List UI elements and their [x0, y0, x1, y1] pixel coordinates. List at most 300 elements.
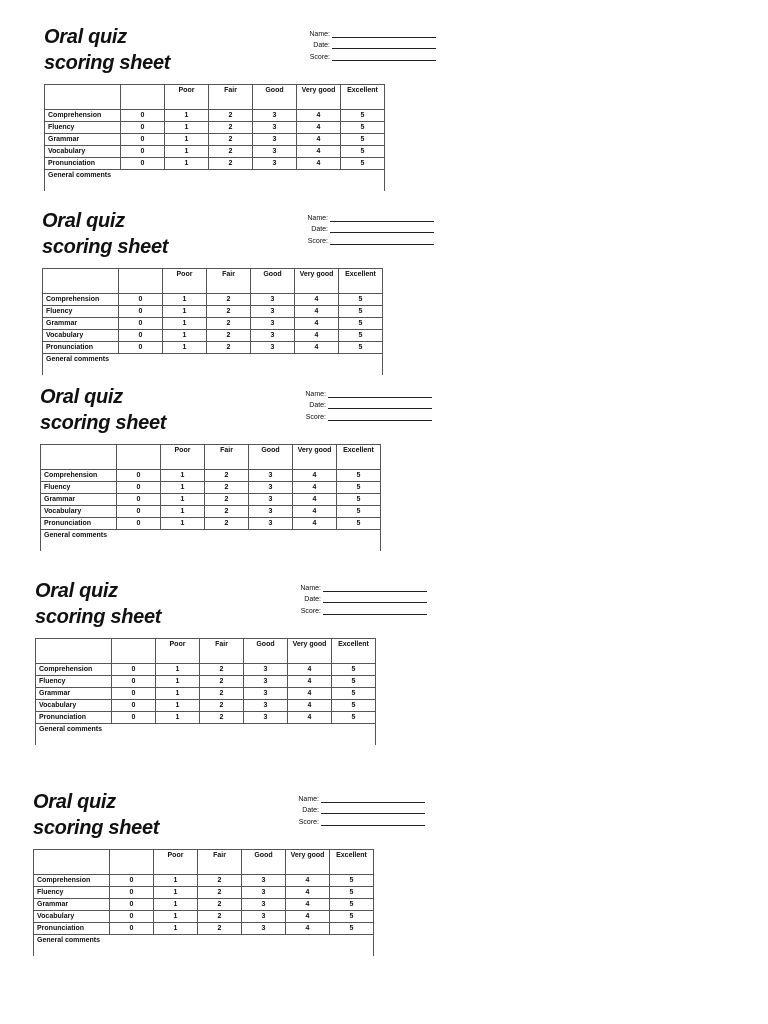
table-row	[45, 146, 385, 158]
score-cell[interactable]: 0	[121, 146, 165, 158]
sheet-title	[35, 578, 161, 630]
score-cell[interactable]: 4	[297, 110, 341, 122]
header-row	[43, 269, 383, 294]
column-header: Very good	[295, 269, 339, 294]
score-cell[interactable]: 4	[295, 294, 339, 306]
date-label: Date:	[304, 596, 321, 603]
score-cell[interactable]: 3	[242, 875, 286, 887]
score-cell[interactable]: 1	[165, 110, 209, 122]
score-cell[interactable]: 1	[154, 923, 198, 935]
table-row	[43, 294, 383, 306]
score-cell[interactable]: 0	[112, 676, 156, 688]
scoring-table	[33, 849, 374, 956]
column-header	[36, 639, 112, 664]
score-cell[interactable]: 3	[253, 110, 297, 122]
score-cell[interactable]: 1	[156, 676, 200, 688]
score-cell[interactable]: 4	[286, 911, 330, 923]
score-cell[interactable]: 1	[165, 146, 209, 158]
score-cell[interactable]: 3	[244, 712, 288, 724]
score-cell[interactable]: 2	[198, 875, 242, 887]
table-row	[43, 318, 383, 330]
score-cell[interactable]: 2	[205, 506, 249, 518]
comments-row	[34, 935, 374, 957]
student-info	[292, 26, 436, 61]
criterion-label: Vocabulary	[34, 911, 110, 923]
score-cell[interactable]: 4	[288, 664, 332, 676]
table-row	[41, 506, 381, 518]
date-label: Date:	[311, 226, 328, 233]
criterion-label: Vocabulary	[41, 506, 117, 518]
score-row	[290, 233, 434, 245]
score-cell[interactable]: 2	[209, 134, 253, 146]
score-cell[interactable]: 0	[110, 887, 154, 899]
sheet-title-line-2: scoring sheet	[40, 412, 167, 434]
header-row	[41, 445, 381, 470]
criterion-label: Comprehension	[43, 294, 119, 306]
score-field[interactable]	[330, 237, 434, 245]
score-cell[interactable]: 5	[341, 146, 385, 158]
score-cell[interactable]: 3	[242, 923, 286, 935]
date-row	[290, 222, 434, 234]
scoring-table-header	[34, 850, 374, 875]
name-field[interactable]	[323, 584, 427, 592]
score-cell[interactable]: 2	[205, 482, 249, 494]
date-field[interactable]	[332, 41, 436, 49]
score-cell[interactable]: 5	[330, 887, 374, 899]
table-row	[45, 158, 385, 170]
score-field[interactable]	[332, 53, 436, 61]
score-cell[interactable]: 4	[293, 506, 337, 518]
score-cell[interactable]: 3	[253, 122, 297, 134]
score-cell[interactable]: 2	[200, 700, 244, 712]
score-cell[interactable]: 4	[286, 875, 330, 887]
student-info	[288, 386, 432, 421]
score-cell[interactable]: 5	[339, 318, 383, 330]
name-label: Name:	[298, 795, 319, 803]
score-cell[interactable]: 0	[110, 875, 154, 887]
column-header	[121, 85, 165, 110]
name-label: Name:	[300, 584, 321, 592]
score-cell[interactable]: 0	[117, 494, 161, 506]
column-header: Fair	[205, 445, 249, 470]
score-cell[interactable]: 2	[198, 899, 242, 911]
column-header: Good	[244, 639, 288, 664]
scoring-table-header	[43, 269, 383, 294]
table-row	[41, 470, 381, 482]
header-row	[34, 850, 374, 875]
score-cell[interactable]: 4	[293, 494, 337, 506]
score-cell[interactable]: 1	[156, 664, 200, 676]
score-label: Score:	[307, 237, 328, 245]
score-cell[interactable]: 3	[242, 899, 286, 911]
score-cell[interactable]: 4	[293, 482, 337, 494]
score-cell[interactable]: 2	[198, 887, 242, 899]
score-cell[interactable]: 1	[163, 294, 207, 306]
scoring-sheet	[44, 24, 444, 196]
column-header	[110, 850, 154, 875]
score-cell[interactable]: 2	[209, 122, 253, 134]
score-cell[interactable]: 3	[244, 676, 288, 688]
score-cell[interactable]: 4	[297, 122, 341, 134]
sheet-title	[44, 24, 170, 76]
score-cell[interactable]: 4	[297, 158, 341, 170]
criterion-label: Fluency	[34, 887, 110, 899]
score-cell[interactable]: 1	[161, 494, 205, 506]
score-cell[interactable]: 2	[198, 923, 242, 935]
score-label: Score:	[305, 413, 326, 421]
name-field[interactable]	[328, 390, 432, 398]
sheet-title-line-1: Oral quiz	[44, 26, 127, 48]
score-field[interactable]	[328, 413, 432, 421]
scoring-sheet	[33, 789, 433, 961]
score-cell[interactable]: 2	[209, 158, 253, 170]
score-cell[interactable]: 4	[288, 676, 332, 688]
column-header: Good	[253, 85, 297, 110]
score-cell[interactable]: 3	[242, 887, 286, 899]
scoring-table	[35, 638, 376, 745]
score-row	[288, 409, 432, 421]
column-header: Excellent	[332, 639, 376, 664]
column-header: Fair	[207, 269, 251, 294]
score-cell[interactable]: 3	[253, 158, 297, 170]
score-cell[interactable]: 0	[117, 470, 161, 482]
student-info	[290, 210, 434, 245]
score-cell[interactable]: 4	[286, 899, 330, 911]
score-cell[interactable]: 0	[112, 712, 156, 724]
score-cell[interactable]: 0	[121, 134, 165, 146]
column-header: Good	[251, 269, 295, 294]
score-cell[interactable]: 4	[293, 470, 337, 482]
criterion-label: Grammar	[41, 494, 117, 506]
score-cell[interactable]: 3	[244, 700, 288, 712]
column-header	[119, 269, 163, 294]
general-comments-field[interactable]: General comments	[41, 530, 381, 552]
score-cell[interactable]: 3	[251, 330, 295, 342]
score-cell[interactable]: 1	[154, 911, 198, 923]
scoring-table-header	[45, 85, 385, 110]
column-header: Very good	[286, 850, 330, 875]
score-cell[interactable]: 5	[332, 700, 376, 712]
score-cell[interactable]: 3	[249, 470, 293, 482]
name-row	[292, 26, 436, 38]
table-row	[43, 306, 383, 318]
column-header: Good	[249, 445, 293, 470]
score-cell[interactable]: 4	[286, 923, 330, 935]
score-cell[interactable]: 2	[198, 911, 242, 923]
score-cell[interactable]: 5	[339, 330, 383, 342]
score-cell[interactable]: 0	[119, 294, 163, 306]
score-cell[interactable]: 0	[121, 110, 165, 122]
criterion-label: Vocabulary	[43, 330, 119, 342]
sheet-title-line-2: scoring sheet	[44, 52, 171, 74]
score-cell[interactable]: 5	[330, 923, 374, 935]
score-row	[281, 814, 425, 826]
criterion-label: Grammar	[43, 318, 119, 330]
scoring-table-body	[41, 470, 381, 552]
table-row	[45, 110, 385, 122]
column-header	[34, 850, 110, 875]
name-label: Name:	[305, 390, 326, 398]
score-cell[interactable]: 0	[117, 518, 161, 530]
date-field[interactable]	[330, 225, 434, 233]
score-cell[interactable]: 0	[112, 700, 156, 712]
score-cell[interactable]: 1	[156, 688, 200, 700]
column-header: Very good	[293, 445, 337, 470]
score-cell[interactable]: 5	[341, 122, 385, 134]
column-header: Poor	[163, 269, 207, 294]
score-cell[interactable]: 4	[297, 134, 341, 146]
table-row	[34, 887, 374, 899]
comments-row	[41, 530, 381, 552]
score-cell[interactable]: 2	[200, 712, 244, 724]
table-row	[34, 923, 374, 935]
score-cell[interactable]: 1	[156, 700, 200, 712]
score-cell[interactable]: 2	[209, 110, 253, 122]
score-cell[interactable]: 1	[163, 330, 207, 342]
score-cell[interactable]: 5	[330, 899, 374, 911]
score-cell[interactable]: 1	[165, 122, 209, 134]
table-row	[34, 875, 374, 887]
score-cell[interactable]: 1	[165, 158, 209, 170]
column-header: Very good	[297, 85, 341, 110]
score-cell[interactable]: 3	[249, 518, 293, 530]
score-cell[interactable]: 4	[293, 518, 337, 530]
score-cell[interactable]: 0	[117, 482, 161, 494]
column-header: Poor	[165, 85, 209, 110]
name-label: Name:	[309, 30, 330, 38]
score-cell[interactable]: 4	[295, 342, 339, 354]
score-cell[interactable]: 5	[337, 470, 381, 482]
score-cell[interactable]: 1	[161, 482, 205, 494]
score-cell[interactable]: 2	[207, 318, 251, 330]
score-cell[interactable]: 0	[119, 330, 163, 342]
score-cell[interactable]: 1	[161, 518, 205, 530]
score-cell[interactable]: 0	[110, 899, 154, 911]
score-cell[interactable]: 1	[163, 306, 207, 318]
score-cell[interactable]: 3	[251, 294, 295, 306]
score-field[interactable]	[321, 818, 425, 826]
column-header	[117, 445, 161, 470]
column-header: Excellent	[339, 269, 383, 294]
score-cell[interactable]: 3	[244, 688, 288, 700]
table-row	[43, 330, 383, 342]
table-row	[41, 482, 381, 494]
table-row	[41, 494, 381, 506]
sheet-title-line-2: scoring sheet	[35, 606, 162, 628]
score-cell[interactable]: 5	[337, 518, 381, 530]
criterion-label: Fluency	[36, 676, 112, 688]
scoring-table-body	[34, 875, 374, 957]
score-cell[interactable]: 5	[341, 158, 385, 170]
score-cell[interactable]: 1	[154, 887, 198, 899]
score-cell[interactable]: 0	[119, 306, 163, 318]
score-cell[interactable]: 5	[330, 911, 374, 923]
sheet-title-line-2: scoring sheet	[33, 817, 160, 839]
table-row	[36, 712, 376, 724]
score-cell[interactable]: 0	[112, 664, 156, 676]
score-cell[interactable]: 1	[156, 712, 200, 724]
scoring-sheet	[40, 384, 440, 556]
score-cell[interactable]: 2	[207, 306, 251, 318]
score-cell[interactable]: 2	[200, 688, 244, 700]
table-row	[45, 134, 385, 146]
score-cell[interactable]: 1	[161, 506, 205, 518]
score-cell[interactable]: 1	[154, 899, 198, 911]
score-cell[interactable]: 1	[165, 134, 209, 146]
score-cell[interactable]: 3	[249, 506, 293, 518]
score-label: Score:	[298, 818, 319, 826]
score-cell[interactable]: 3	[251, 342, 295, 354]
score-cell[interactable]: 3	[244, 664, 288, 676]
name-label: Name:	[307, 214, 328, 222]
scoring-table-body	[36, 664, 376, 746]
column-header	[41, 445, 117, 470]
score-cell[interactable]: 2	[205, 470, 249, 482]
scoring-table-header	[36, 639, 376, 664]
comments-row	[45, 170, 385, 192]
score-cell[interactable]: 4	[295, 306, 339, 318]
score-cell[interactable]: 0	[110, 923, 154, 935]
general-comments-field[interactable]: General comments	[45, 170, 385, 192]
score-cell[interactable]: 0	[119, 342, 163, 354]
scoring-table	[44, 84, 385, 191]
score-cell[interactable]: 5	[341, 134, 385, 146]
score-cell[interactable]: 0	[121, 122, 165, 134]
criterion-label: Comprehension	[45, 110, 121, 122]
date-row	[281, 803, 425, 815]
score-field[interactable]	[323, 607, 427, 615]
general-comments-field[interactable]: General comments	[43, 354, 383, 376]
table-row	[36, 676, 376, 688]
student-info	[281, 791, 425, 826]
date-row	[288, 398, 432, 410]
criterion-label: Fluency	[43, 306, 119, 318]
criterion-label: Grammar	[45, 134, 121, 146]
score-cell[interactable]: 1	[161, 470, 205, 482]
score-cell[interactable]: 2	[209, 146, 253, 158]
table-row	[41, 518, 381, 530]
column-header: Very good	[288, 639, 332, 664]
table-row	[45, 122, 385, 134]
score-cell[interactable]: 4	[286, 887, 330, 899]
criterion-label: Pronunciation	[34, 923, 110, 935]
score-cell[interactable]: 3	[253, 146, 297, 158]
scoring-sheet	[35, 578, 435, 750]
score-cell[interactable]: 2	[207, 294, 251, 306]
date-field[interactable]	[323, 595, 427, 603]
comments-row	[43, 354, 383, 376]
score-label: Score:	[309, 53, 330, 61]
table-row	[36, 664, 376, 676]
score-cell[interactable]: 0	[112, 688, 156, 700]
score-cell[interactable]: 5	[332, 676, 376, 688]
column-header	[43, 269, 119, 294]
name-row	[283, 580, 427, 592]
table-row	[34, 911, 374, 923]
score-cell[interactable]: 1	[154, 875, 198, 887]
score-cell[interactable]: 5	[332, 712, 376, 724]
column-header: Fair	[200, 639, 244, 664]
score-cell[interactable]: 5	[339, 342, 383, 354]
score-cell[interactable]: 5	[330, 875, 374, 887]
score-cell[interactable]: 3	[242, 911, 286, 923]
score-cell[interactable]: 5	[339, 294, 383, 306]
date-field[interactable]	[328, 401, 432, 409]
score-cell[interactable]: 3	[249, 482, 293, 494]
score-cell[interactable]: 5	[341, 110, 385, 122]
score-cell[interactable]: 4	[295, 330, 339, 342]
score-cell[interactable]: 5	[337, 482, 381, 494]
column-header	[112, 639, 156, 664]
score-cell[interactable]: 2	[207, 330, 251, 342]
score-cell[interactable]: 4	[288, 712, 332, 724]
date-row	[292, 38, 436, 50]
sheet-title	[33, 789, 159, 841]
score-cell[interactable]: 1	[163, 318, 207, 330]
score-cell[interactable]: 5	[337, 506, 381, 518]
score-cell[interactable]: 5	[339, 306, 383, 318]
score-cell[interactable]: 2	[205, 494, 249, 506]
date-label: Date:	[309, 402, 326, 409]
score-cell[interactable]: 2	[205, 518, 249, 530]
column-header: Good	[242, 850, 286, 875]
criterion-label: Comprehension	[34, 875, 110, 887]
general-comments-field[interactable]: General comments	[36, 724, 376, 746]
name-row	[288, 386, 432, 398]
column-header: Poor	[156, 639, 200, 664]
date-row	[283, 592, 427, 604]
score-cell[interactable]: 4	[288, 688, 332, 700]
name-field[interactable]	[332, 30, 436, 38]
general-comments-field[interactable]: General comments	[34, 935, 374, 957]
criterion-label: Grammar	[34, 899, 110, 911]
score-cell[interactable]: 0	[110, 911, 154, 923]
criterion-label: Vocabulary	[45, 146, 121, 158]
score-cell[interactable]: 2	[200, 664, 244, 676]
column-header: Excellent	[337, 445, 381, 470]
score-cell[interactable]: 0	[119, 318, 163, 330]
score-cell[interactable]: 0	[117, 506, 161, 518]
score-cell[interactable]: 1	[163, 342, 207, 354]
score-cell[interactable]: 4	[288, 700, 332, 712]
score-cell[interactable]: 0	[121, 158, 165, 170]
criterion-label: Fluency	[41, 482, 117, 494]
score-cell[interactable]: 3	[251, 306, 295, 318]
scoring-sheet	[42, 208, 442, 380]
student-info	[283, 580, 427, 615]
column-header: Poor	[154, 850, 198, 875]
score-cell[interactable]: 3	[249, 494, 293, 506]
name-field[interactable]	[330, 214, 434, 222]
sheet-title-line-2: scoring sheet	[42, 236, 169, 258]
score-cell[interactable]: 5	[332, 664, 376, 676]
score-cell[interactable]: 4	[297, 146, 341, 158]
score-cell[interactable]: 2	[200, 676, 244, 688]
scoring-table	[40, 444, 381, 551]
score-cell[interactable]: 5	[337, 494, 381, 506]
header-row	[36, 639, 376, 664]
column-header: Poor	[161, 445, 205, 470]
score-cell[interactable]: 5	[332, 688, 376, 700]
score-cell[interactable]: 2	[207, 342, 251, 354]
column-header: Fair	[198, 850, 242, 875]
score-row	[292, 49, 436, 61]
name-field[interactable]	[321, 795, 425, 803]
date-field[interactable]	[321, 806, 425, 814]
score-cell[interactable]: 4	[295, 318, 339, 330]
score-cell[interactable]: 3	[251, 318, 295, 330]
score-cell[interactable]: 3	[253, 134, 297, 146]
